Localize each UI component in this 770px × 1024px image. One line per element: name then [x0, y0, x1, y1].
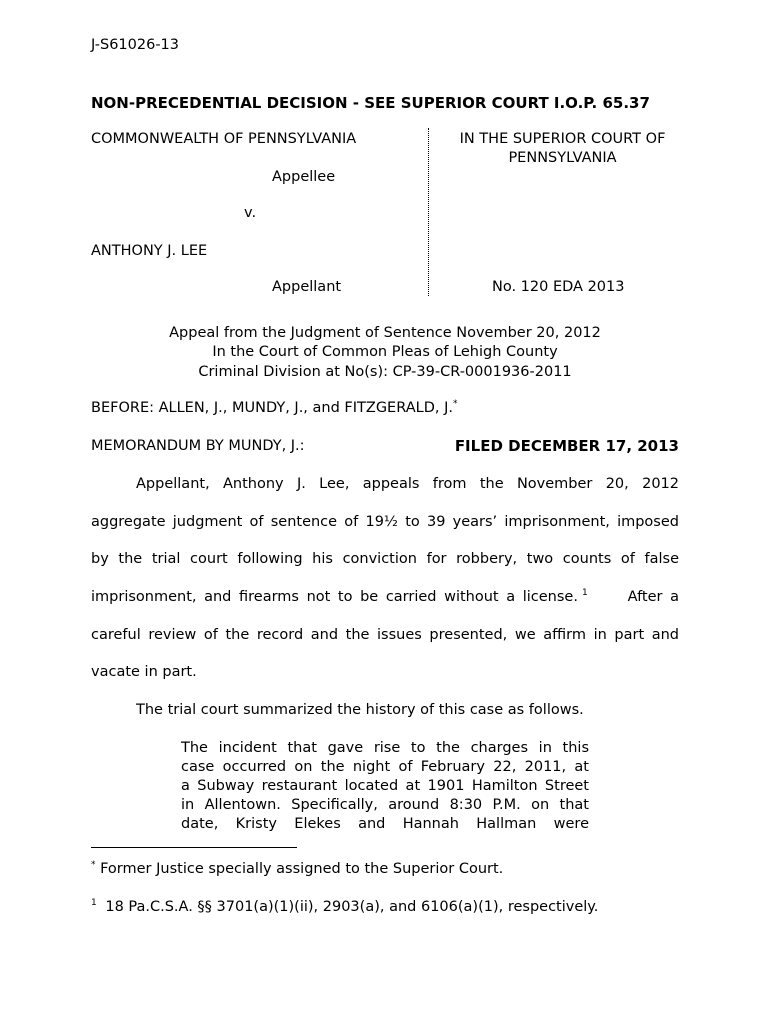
body-text: imprisonment, and firearms not to be carried without a license. — [91, 589, 578, 605]
footnote-star — [91, 861, 503, 877]
quote-line: a Subway restaurant located at 1901 Hamilton Street — [181, 778, 589, 794]
appellee-role: Appellee — [272, 169, 336, 185]
body-text: After a — [627, 589, 679, 605]
footnote-mark: * — [91, 860, 96, 871]
body-line: by the trial court following his conviction for robbery, two counts of false — [91, 551, 679, 567]
footnote-mark: 1 — [91, 898, 97, 909]
footnote-text: 18 Pa.C.S.A. §§ 3701(a)(1)(ii), 2903(a), and 6106(a)(1), respectively. — [105, 899, 599, 915]
body-line: Appellant, Anthony J. Lee, appeals from the November 20, 2012 — [136, 476, 679, 492]
quote-line: case occurred on the night of February 22, 2011, at — [181, 759, 589, 775]
body-line: aggregate judgment of sentence of 19½ to 39 years’ imprisonment, imposed — [91, 514, 679, 530]
body-line: The trial court summarized the history of this case as follows. — [136, 702, 584, 718]
appeal-line3: Criminal Division at No(s): CP-39-CR-0001936-2011 — [198, 364, 572, 380]
filed-date: FILED DECEMBER 17, 2013 — [454, 437, 679, 455]
footnote-ref-star: * — [452, 399, 458, 410]
appeal-line1: Appeal from the Judgment of Sentence November 20, 2012 — [169, 325, 601, 341]
appellee-party: COMMONWEALTH OF PENNSYLVANIA — [91, 131, 357, 147]
case-number: No. 120 EDA 2013 — [492, 279, 625, 295]
body-line: vacate in part. — [91, 664, 197, 680]
quote-line: The incident that gave rise to the charges in this — [181, 740, 589, 756]
versus: v. — [244, 205, 257, 221]
footnote-text: Former Justice specially assigned to the Superior Court. — [100, 861, 504, 877]
body-line: careful review of the record and the issues presented, we affirm in part and — [91, 627, 679, 643]
docket-number: J-S61026-13 — [91, 37, 180, 53]
body-line-with-footnote — [91, 589, 679, 605]
appeal-line2: In the Court of Common Pleas of Lehigh County — [212, 344, 558, 360]
quote-line: in Allentown. Specifically, around 8:30 P.M. on that — [181, 797, 589, 813]
court-name-line2: PENNSYLVANIA — [508, 150, 617, 166]
footnote-ref-1: 1 — [581, 588, 588, 599]
footnote-1 — [91, 899, 598, 915]
appellant-role: Appellant — [272, 279, 342, 295]
before-text: BEFORE: ALLEN, J., MUNDY, J., and FITZGERALD, J. — [91, 400, 453, 416]
footnote-separator — [91, 847, 297, 848]
court-name-line1: IN THE SUPERIOR COURT OF — [459, 131, 666, 147]
appellant-party: ANTHONY J. LEE — [91, 243, 208, 259]
caption-divider — [428, 128, 429, 296]
memorandum-author: MEMORANDUM BY MUNDY, J.: — [91, 438, 305, 454]
quote-line: date, Kristy Elekes and Hannah Hallman were — [181, 816, 589, 832]
before-panel — [91, 400, 457, 416]
document-title: NON-PRECEDENTIAL DECISION - SEE SUPERIOR COURT I.O.P. 65.37 — [91, 94, 650, 112]
